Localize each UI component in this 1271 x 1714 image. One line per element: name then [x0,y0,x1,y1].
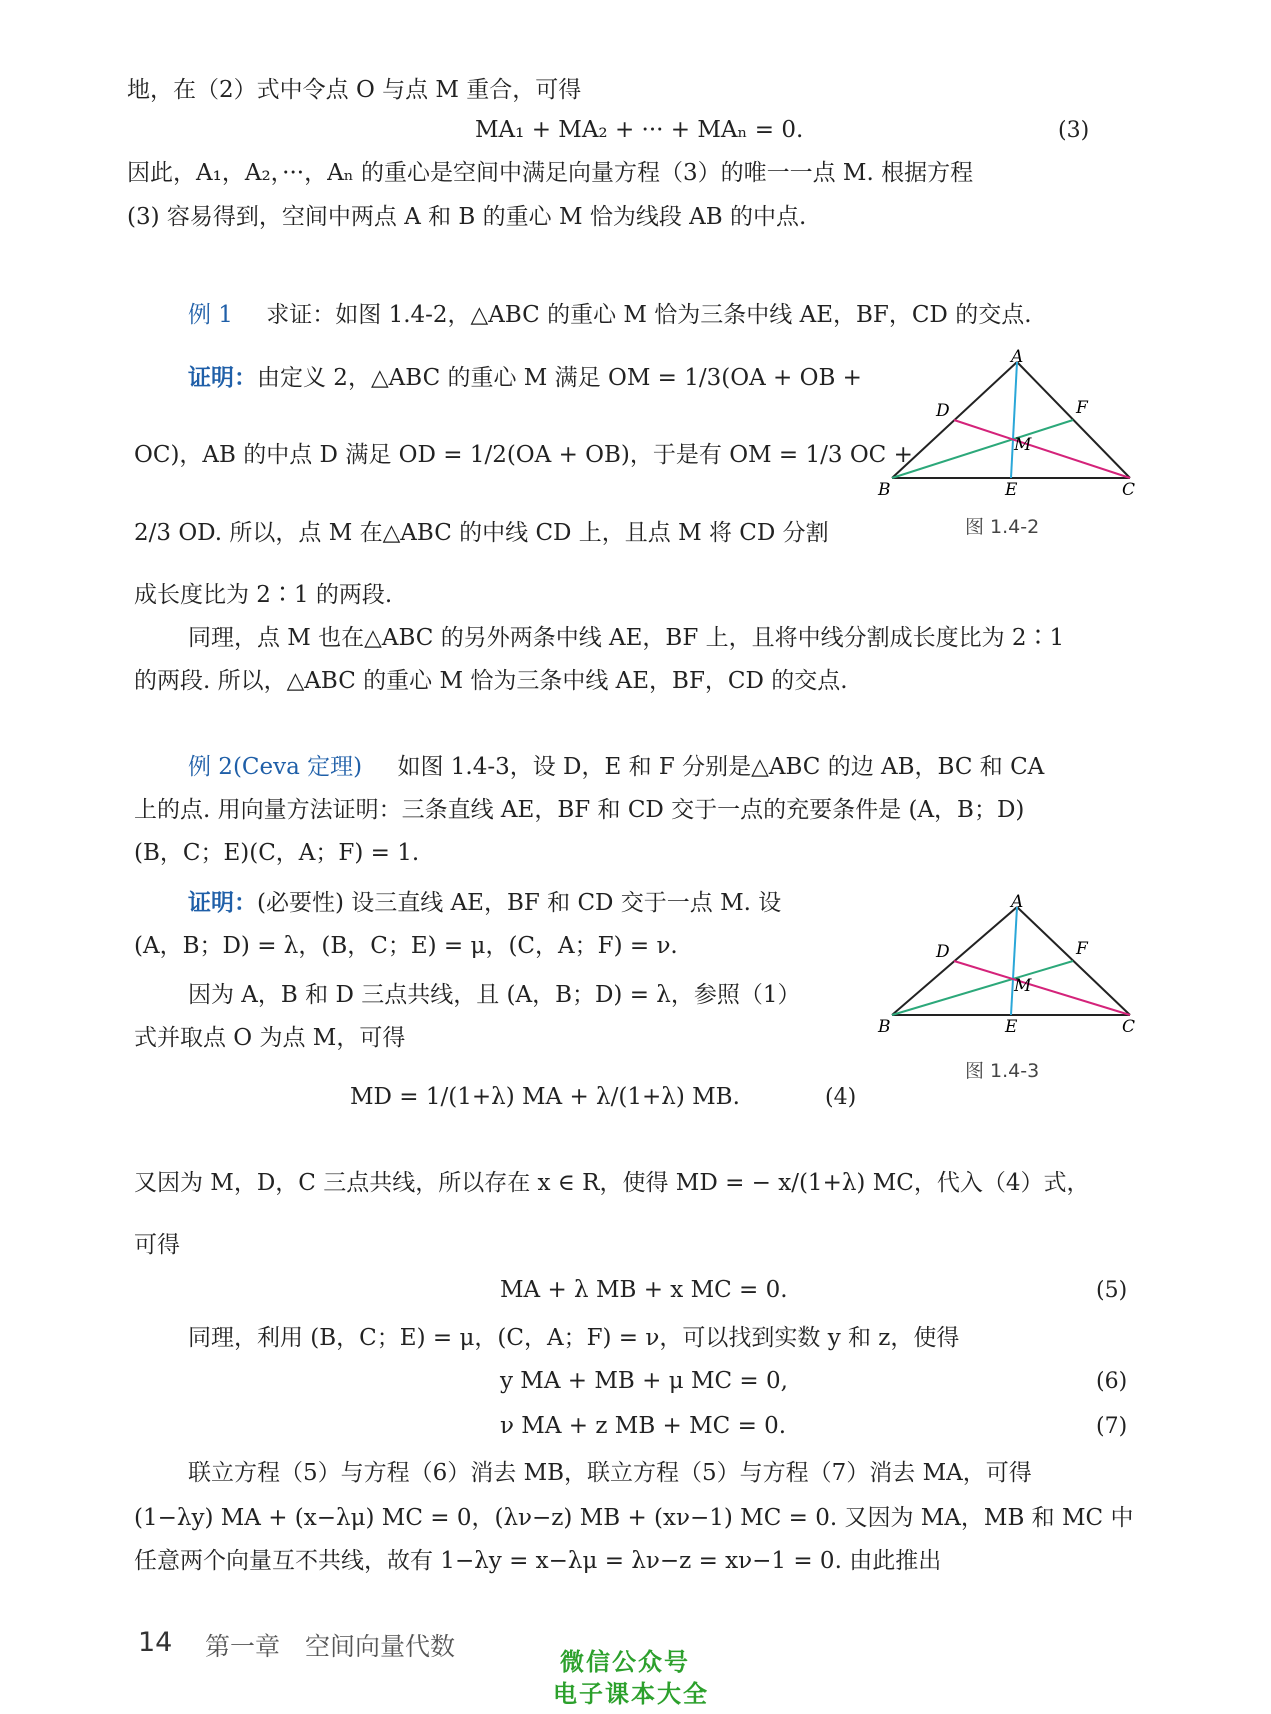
text-line: 可得 [134,1232,180,1258]
point-label-M: M [1014,435,1032,455]
equation-5: MA + λ MB + x MC = 0. [500,1277,788,1303]
proof-text: (必要性) 设三直线 AE，BF 和 CD 交于一点 M. 设 [257,890,782,916]
equation-6: y MA + MB + μ MC = 0, [500,1368,788,1394]
example-1-heading [188,300,1032,330]
text-line: 因此，A₁，A₂，···，Aₙ 的重心是空间中满足向量方程（3）的唯一一点 M. 根据方程 [127,160,974,186]
example-2-heading [188,752,1044,782]
proof-label: 证明： [188,364,257,391]
vertex-label-C: C [1122,1017,1136,1037]
text-line: 地，在（2）式中令点 O 与点 M 重合，可得 [127,77,582,103]
proof-line: 式并取点 O 为点 M，可得 [134,1025,406,1051]
point-label-F: F [1076,939,1088,959]
text-line: 同理，点 M 也在△ABC 的另外两条中线 AE，BF 上，且将中线分割成长度比为 2∶1 [188,625,1065,651]
equation-number: (4) [825,1085,857,1110]
proof-label: 证明： [188,889,257,916]
equation-number: (3) [1058,118,1090,143]
point-label-E: E [1005,480,1018,500]
proof-line: OC)，AB 的中点 D 满足 OD = 1/2(OA + OB)，于是有 OM = 1/3 OC + [134,442,913,468]
point-label-F: F [1076,398,1088,418]
point-label-M: M [1014,976,1032,996]
text-line: (3) 容易得到，空间中两点 A 和 B 的重心 M 恰为线段 AB 的中点. [127,204,807,230]
vertex-label-A: A [1011,892,1024,912]
equation-3: MA₁ + MA₂ + ··· + MAₙ = 0. [475,117,804,143]
vertex-label-B: B [878,480,891,500]
point-label-D: D [936,942,950,962]
text-line: 任意两个向量互不共线，故有 1−λy = x−λμ = λν−z = xν−1 = 0. 由此推出 [134,1548,942,1574]
example-label: 例 2 [188,754,233,780]
text-line: 上的点. 用向量方法证明：三条直线 AE，BF 和 CD 交于一点的充要条件是 (A，B；D) [134,797,1025,823]
example-title: (Ceva 定理) [232,754,363,780]
proof-line: 因为 A，B 和 D 三点共线，且 (A，B；D) = λ，参照（1） [188,982,801,1008]
example-label: 例 1 [188,302,233,328]
example-statement: 如图 1.4-3，设 D，E 和 F 分别是△ABC 的边 AB，BC 和 CA [397,754,1045,780]
proof-line [188,888,781,918]
proof-line: 成长度比为 2∶1 的两段. [134,582,393,608]
chapter-title: 第一章 空间向量代数 [205,1632,456,1661]
example-statement: 求证：如图 1.4-2，△ABC 的重心 M 恰为三条中线 AE，BF，CD 的交点. [266,302,1032,328]
point-label-D: D [936,401,950,421]
text-line: 联立方程（5）与方程（6）消去 MB，联立方程（5）与方程（7）消去 MA，可得 [188,1460,1032,1486]
text-line: 同理，利用 (B，C；E) = μ，(C，A；F) = ν，可以找到实数 y 和 z，使得 [188,1325,960,1351]
median-AE [1011,362,1017,478]
vertex-label-C: C [1122,480,1136,500]
equation-7: ν MA + z MB + MC = 0. [500,1413,787,1439]
figure-caption: 图 1.4-2 [965,516,1040,538]
text-line: (1−λy) MA + (x−λμ) MC = 0，(λν−z) MB + (xν−1) MC = 0. 又因为 MA，MB 和 MC 中 [134,1505,1134,1531]
watermark-line: 电子课本大全 [553,1680,709,1708]
vertex-label-A: A [1011,347,1024,367]
text-line: 又因为 M，D，C 三点共线，所以存在 x ∈ R，使得 MD = − x/(1+λ) MC，代入（4）式， [134,1170,1090,1196]
vertex-label-B: B [878,1017,891,1037]
watermark-line: 微信公众号 [560,1648,690,1676]
cevian-AE [1011,907,1017,1015]
equation-4: MD = 1/(1+λ) MA + λ/(1+λ) MB. [350,1084,740,1110]
point-label-E: E [1005,1017,1018,1037]
figure-caption: 图 1.4-3 [965,1060,1040,1082]
proof-line: 2/3 OD. 所以，点 M 在△ABC 的中线 CD 上，且点 M 将 CD 分割 [134,520,829,546]
proof-line: (A，B；D) = λ，(B，C；E) = μ，(C，A；F) = ν. [134,933,678,959]
proof-line [188,363,862,393]
page-number: 14 [138,1627,173,1658]
text-line: (B，C；E)(C，A；F) = 1. [134,840,420,866]
triangle-figure-1 [878,347,1140,500]
equation-number: (7) [1096,1414,1128,1439]
text-line: 的两段. 所以，△ABC 的重心 M 恰为三条中线 AE，BF，CD 的交点. [134,668,848,694]
proof-text: 由定义 2，△ABC 的重心 M 满足 OM = 1/3(OA + OB + [257,365,862,391]
triangle-figure-2 [878,892,1140,1045]
equation-number: (6) [1096,1369,1128,1394]
equation-number: (5) [1096,1278,1128,1303]
